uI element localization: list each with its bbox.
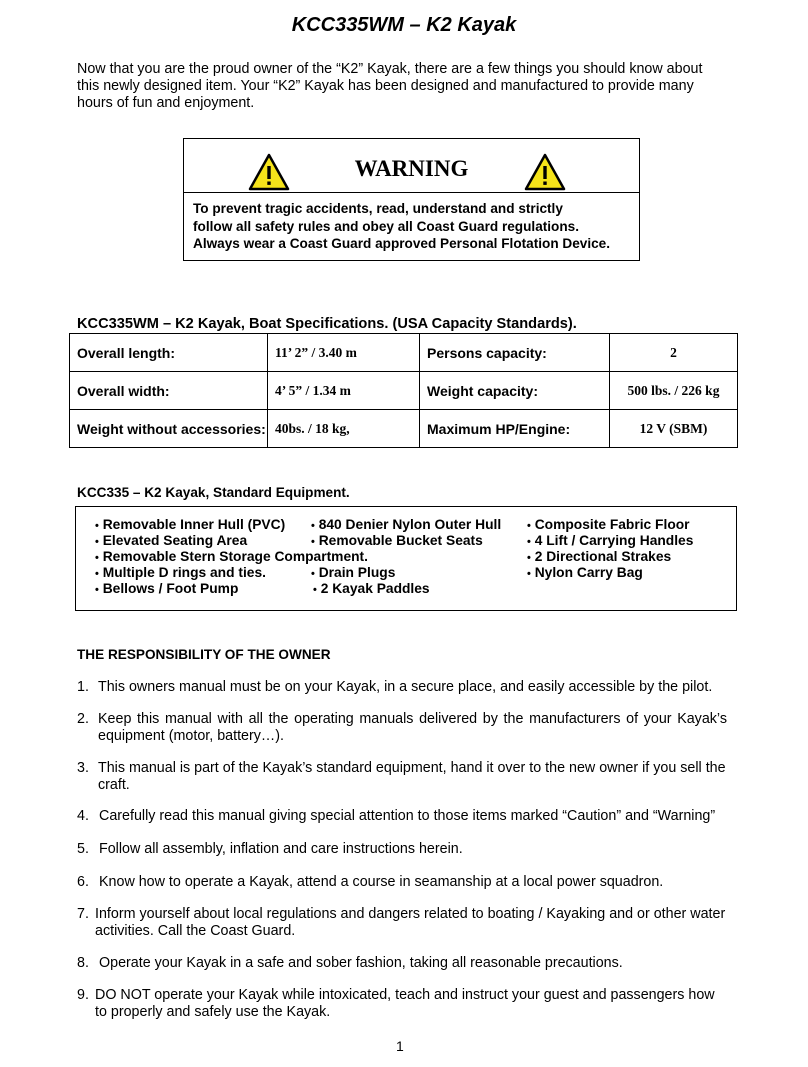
specs-table [69, 333, 738, 448]
bullet-icon: • [311, 520, 315, 532]
list-item-number: 1. [77, 679, 89, 695]
bullet-icon: • [527, 552, 531, 564]
list-item-number: 6. [77, 874, 89, 890]
equipment-item: • Elevated Seating Area [95, 533, 248, 548]
intro-paragraph: Now that you are the proud owner of the “K2” Kayak, there are a few things you should know about this newly designed item. Your “K2” Kayak has been designed and manufactured to provide many hours of fun and enjoyment. [77, 61, 703, 111]
page-number: 1 [396, 1038, 404, 1054]
equipment-item: • Removable Bucket Seats [311, 533, 483, 548]
list-item-text: This owners manual must be on your Kayak, in a secure place, and easily accessible by the pilot. [98, 679, 713, 695]
list-item-text: Follow all assembly, inflation and care instructions herein. [99, 841, 463, 857]
equipment-box [75, 506, 737, 611]
page-title: KCC335WM – K2 Kayak [291, 14, 517, 36]
spec-value: 11’ 2” / 3.40 m [268, 334, 420, 372]
list-item [77, 955, 727, 972]
spec-value: 40bs. / 18 kg, [268, 410, 420, 448]
warning-line: follow all safety rules and obey all Coast Guard regulations. [193, 218, 580, 234]
list-item-text: Carefully read this manual giving special attention to those items marked “Caution” and “Warning” [99, 808, 716, 824]
equipment-item: • Composite Fabric Floor [527, 517, 690, 532]
list-item [77, 679, 727, 696]
equipment-item: • Multiple D rings and ties. [95, 565, 266, 580]
bullet-icon: • [313, 584, 317, 596]
responsibility-heading: THE RESPONSIBILITY OF THE OWNER [77, 647, 331, 662]
list-item [77, 987, 727, 1021]
warning-triangle-icon-right [524, 153, 566, 191]
list-item-number: 3. [77, 760, 89, 776]
bullet-icon: • [95, 536, 99, 548]
list-item-number: 9. [77, 987, 89, 1003]
spec-label: Persons capacity: [420, 334, 610, 372]
list-item-number: 7. [77, 906, 89, 922]
list-item [77, 841, 727, 858]
equipment-item: • Removable Stern Storage Compartment. [95, 549, 368, 564]
spec-label: Overall width: [70, 372, 268, 410]
spec-value: 4’ 5” / 1.34 m [268, 372, 420, 410]
bullet-icon: • [95, 520, 99, 532]
list-item [77, 760, 727, 794]
equipment-item: • Bellows / Foot Pump [95, 581, 239, 596]
list-item-text: Operate your Kayak in a safe and sober fashion, taking all reasonable precautions. [99, 955, 623, 971]
bullet-icon: • [311, 536, 315, 548]
equipment-item: • Drain Plugs [311, 565, 396, 580]
bullet-icon: • [95, 568, 99, 580]
list-item [77, 808, 727, 825]
specs-heading: KCC335WM – K2 Kayak, Boat Specifications. (USA Capacity Standards). [77, 316, 577, 332]
equipment-heading: KCC335 – K2 Kayak, Standard Equipment. [77, 485, 350, 500]
equipment-item: • 2 Kayak Paddles [313, 581, 430, 596]
equipment-item: • Removable Inner Hull (PVC) [95, 517, 286, 532]
spec-value: 2 [610, 334, 738, 372]
equipment-item: • Nylon Carry Bag [527, 565, 643, 580]
bullet-icon: • [311, 568, 315, 580]
table-row [70, 372, 738, 410]
bullet-icon: • [527, 568, 531, 580]
spec-label: Weight without accessories: [70, 410, 268, 448]
list-item-text: This manual is part of the Kayak’s standard equipment, hand it over to the new owner if you sell the craft. [98, 760, 726, 793]
spec-value: 500 lbs. / 226 kg [610, 372, 738, 410]
warning-line: Always wear a Coast Guard approved Personal Flotation Device. [193, 236, 611, 251]
bullet-icon: • [527, 536, 531, 548]
list-item-number: 4. [77, 808, 89, 824]
bullet-icon: • [95, 584, 99, 596]
warning-divider [184, 192, 639, 193]
list-item [77, 874, 727, 891]
spec-label: Maximum HP/Engine: [420, 410, 610, 448]
list-item-text: DO NOT operate your Kayak while intoxicated, teach and instruct your guest and passengers how to properly and safely use the Kayak. [95, 987, 715, 1020]
list-item [77, 711, 727, 745]
equipment-item: • 840 Denier Nylon Outer Hull [311, 517, 502, 532]
list-item-text: Inform yourself about local regulations and dangers related to boating / Kayaking and or other water activities. Call the Coast Guard. [95, 906, 726, 939]
list-item-number: 2. [77, 711, 89, 727]
table-row [70, 410, 738, 448]
equipment-item: • 4 Lift / Carrying Handles [527, 533, 694, 548]
spec-label: Overall length: [70, 334, 268, 372]
warning-text [193, 200, 610, 253]
list-item [77, 906, 727, 940]
list-item-text: Know how to operate a Kayak, attend a course in seamanship at a local power squadron. [99, 874, 664, 890]
warning-title: WARNING [354, 156, 469, 181]
list-item-number: 5. [77, 841, 89, 857]
spec-label: Weight capacity: [420, 372, 610, 410]
spec-value: 12 V (SBM) [610, 410, 738, 448]
warning-line: To prevent tragic accidents, read, understand and strictly [193, 201, 563, 216]
list-item-text: Keep this manual with all the operating manuals delivered by the manufacturers of your Kayak’s equipment (motor, battery…). [98, 711, 727, 744]
equipment-item: • 2 Directional Strakes [527, 549, 672, 564]
list-item-number: 8. [77, 955, 89, 971]
bullet-icon: • [95, 552, 99, 564]
bullet-icon: • [527, 520, 531, 532]
table-row [70, 334, 738, 372]
warning-box [183, 138, 640, 261]
